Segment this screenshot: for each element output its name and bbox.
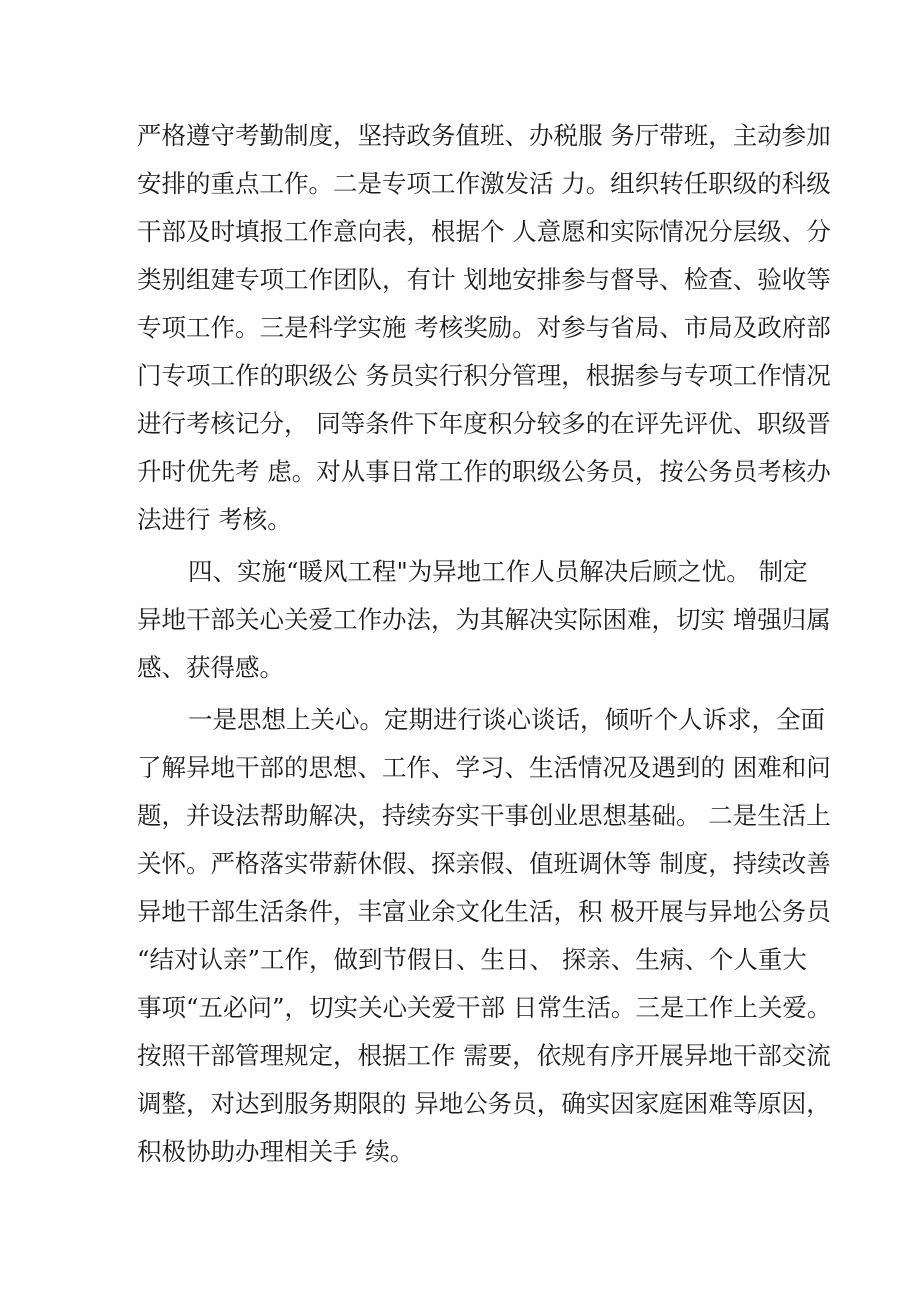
text-line: 安排的重点工作。二是专项工作激发活 力。组织转任职级的科级: [137, 169, 831, 198]
text-line: 门专项工作的职级公 务员实行积分管理，根据参与专项工作情况: [137, 361, 831, 390]
text-line: 异地干部关心关爱工作办法，为其解决实际困难，切实 增强归属: [137, 605, 831, 634]
text-line: 感、获得感。: [137, 653, 284, 682]
text-line: 了解异地干部的思想、工作、学习、生活情况及遇到的 困难和问: [137, 753, 831, 782]
text-line: 题，并设法帮助解决，持续夯实干事创业思想基础。 二是生活上: [137, 801, 831, 830]
text-line: 干部及时填报工作意向表，根据个 人意愿和实际情况分层级、分: [137, 217, 831, 246]
text-line: 按照干部管理规定，根据工作 需要，依规有序开展异地干部交流: [137, 1041, 831, 1070]
text-line: 专项工作。三是科学实施 考核奖励。对参与省局、市局及政府部: [137, 313, 831, 342]
text-line: 进行考核记分， 同等条件下年度积分较多的在评先评优、职级晋: [137, 409, 831, 438]
section-heading: 四、实施“暖风工程"为异地工作人员解决后顾之忧。 制定: [188, 557, 808, 586]
text-line: 调整，对达到服务期限的 异地公务员，确实因家庭困难等原因，: [137, 1089, 831, 1118]
paragraph-first-line: 一是思想上关心。定期进行谈心谈话，倾听个人诉求，全面: [188, 705, 825, 734]
text-line: 关怀。严格落实带薪休假、探亲假、值班调休等 制度，持续改善: [137, 849, 831, 878]
text-line: 法进行 考核。: [137, 505, 292, 534]
text-line: 类别组建专项工作团队，有计 划地安排参与督导、检查、验收等: [137, 265, 831, 294]
text-line: 升时优先考 虑。对从事日常工作的职级公务员，按公务员考核办: [137, 457, 831, 486]
text-line: 积极协助办理相关手 续。: [137, 1137, 415, 1166]
text-line: 严格遵守考勤制度，坚持政务值班、办税服 务厅带班，主动参加: [137, 121, 831, 150]
text-line: “结对认亲”工作，做到节假日、生日、 探亲、生病、个人重大: [137, 945, 807, 974]
text-line: 事项“五必问”，切实关心关爱干部 日常生活。三是工作上关爱。: [137, 993, 832, 1022]
text-line: 异地干部生活条件，丰富业余文化生活，积 极开展与异地公务员: [137, 897, 831, 926]
